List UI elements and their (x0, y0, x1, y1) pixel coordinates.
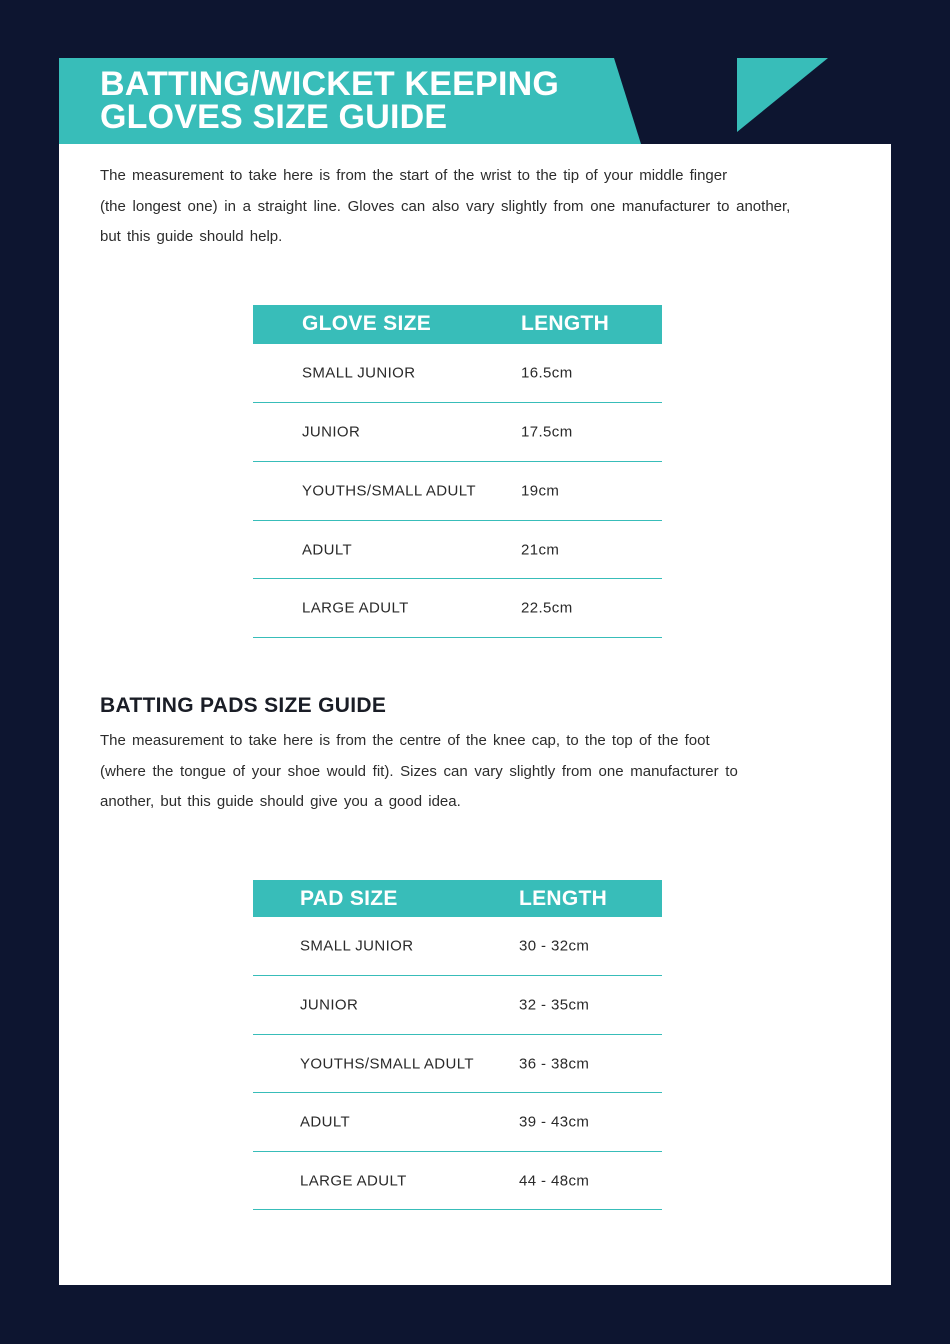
corner-triangle-decoration (737, 58, 828, 132)
page-title-line-1: BATTING/WICKET KEEPING (100, 65, 559, 103)
table-row (253, 462, 662, 521)
pads-intro-line: another, but this guide should give you a good idea. (100, 793, 461, 810)
glove-size-table (253, 305, 662, 638)
gloves-intro-line: but this guide should help. (100, 228, 283, 245)
table-row (253, 976, 662, 1035)
table-row (253, 344, 662, 403)
header-pad-size: PAD SIZE (300, 887, 398, 910)
table-row (253, 1093, 662, 1152)
length-cell: 22.5cm (521, 599, 573, 617)
pads-section-title: BATTING PADS SIZE GUIDE (100, 694, 387, 717)
table-row (253, 1152, 662, 1210)
table-header (253, 880, 662, 917)
length-cell: 16.5cm (521, 364, 573, 382)
length-cell: 36 - 38cm (519, 1055, 590, 1072)
length-cell: 30 - 32cm (519, 937, 590, 955)
length-cell: 44 - 48cm (519, 1172, 590, 1189)
length-cell: 32 - 35cm (519, 996, 590, 1014)
header-length: LENGTH (521, 312, 610, 335)
glove-size-cell: JUNIOR (302, 423, 361, 441)
pad-size-cell: ADULT (300, 1113, 351, 1131)
table-row (253, 917, 662, 976)
table-row (253, 521, 662, 579)
length-cell: 21cm (521, 541, 560, 558)
pad-size-table (253, 880, 662, 1210)
table-row (253, 403, 662, 462)
table-row (253, 1035, 662, 1093)
pads-intro-line: (where the tongue of your shoe would fit). Sizes can vary slightly from one manufacturer to (100, 762, 738, 780)
header-length: LENGTH (519, 887, 608, 910)
glove-size-cell: SMALL JUNIOR (302, 364, 416, 382)
page-title-line-2: GLOVES SIZE GUIDE (100, 98, 448, 136)
length-cell: 17.5cm (521, 423, 573, 441)
gloves-intro-paragraph (100, 161, 790, 253)
gloves-intro-line: The measurement to take here is from the start of the wrist to the tip of your middle finger (100, 167, 728, 184)
glove-size-cell: ADULT (302, 541, 353, 558)
pad-size-cell: JUNIOR (300, 996, 359, 1014)
pads-intro-paragraph (100, 726, 738, 818)
page-title (100, 65, 620, 136)
pads-intro-line: The measurement to take here is from the centre of the knee cap, to the top of the foot (100, 732, 710, 749)
length-cell: 19cm (521, 482, 560, 500)
pad-size-cell: YOUTHS/SMALL ADULT (300, 1055, 474, 1072)
gloves-intro-line: (the longest one) in a straight line. Gloves can also vary slightly from one manufacturer to another, (100, 197, 791, 215)
header-glove-size: GLOVE SIZE (302, 312, 432, 335)
pad-size-cell: SMALL JUNIOR (300, 937, 414, 955)
pad-size-cell: LARGE ADULT (300, 1172, 407, 1189)
glove-size-cell: LARGE ADULT (302, 599, 409, 617)
glove-size-cell: YOUTHS/SMALL ADULT (302, 482, 476, 500)
table-row (253, 579, 662, 638)
table-header (253, 305, 662, 344)
length-cell: 39 - 43cm (519, 1113, 590, 1131)
